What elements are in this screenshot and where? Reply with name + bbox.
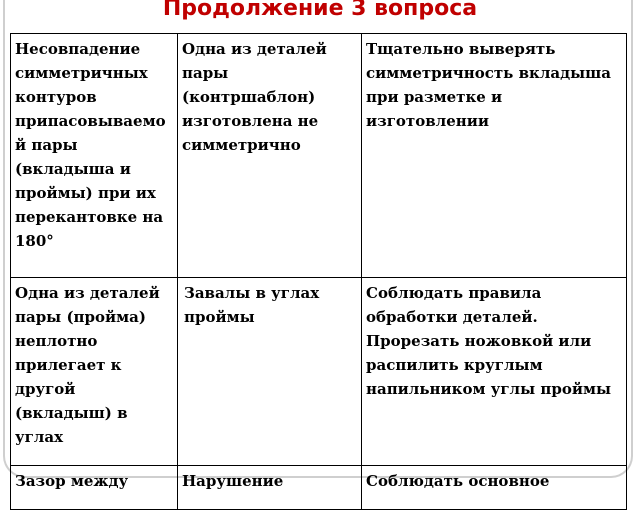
remedy-cell: Соблюдать основное	[362, 466, 627, 510]
cause-cell: Нарушение	[178, 466, 362, 510]
slide-title: Продолжение 3 вопроса	[162, 0, 478, 21]
defects-table	[10, 33, 627, 510]
cause-cell: Одна из деталей пары (контршаблон) изготовлена не симметрично	[178, 34, 362, 278]
defect-cell: Зазор между	[11, 466, 178, 510]
cause-cell: Завалы в углах проймы	[178, 278, 362, 466]
defect-cell: Одна из деталей пары (пройма) неплотно прилегает к другой (вкладыш) в углах	[11, 278, 178, 466]
table-row	[11, 34, 627, 278]
remedy-cell: Тщательно выверять симметричность вкладыша при разметке и изготовлении	[362, 34, 627, 278]
table-row	[11, 278, 627, 466]
remedy-cell: Соблюдать правила обработки деталей. Прорезать ножовкой или распилить круглым напильником углы проймы	[362, 278, 627, 466]
table-row	[11, 466, 627, 510]
defect-cell: Несовпадение симметричных контуров припасовываемой пары (вкладыша и проймы) при их перекантовке на 180°	[11, 34, 178, 278]
